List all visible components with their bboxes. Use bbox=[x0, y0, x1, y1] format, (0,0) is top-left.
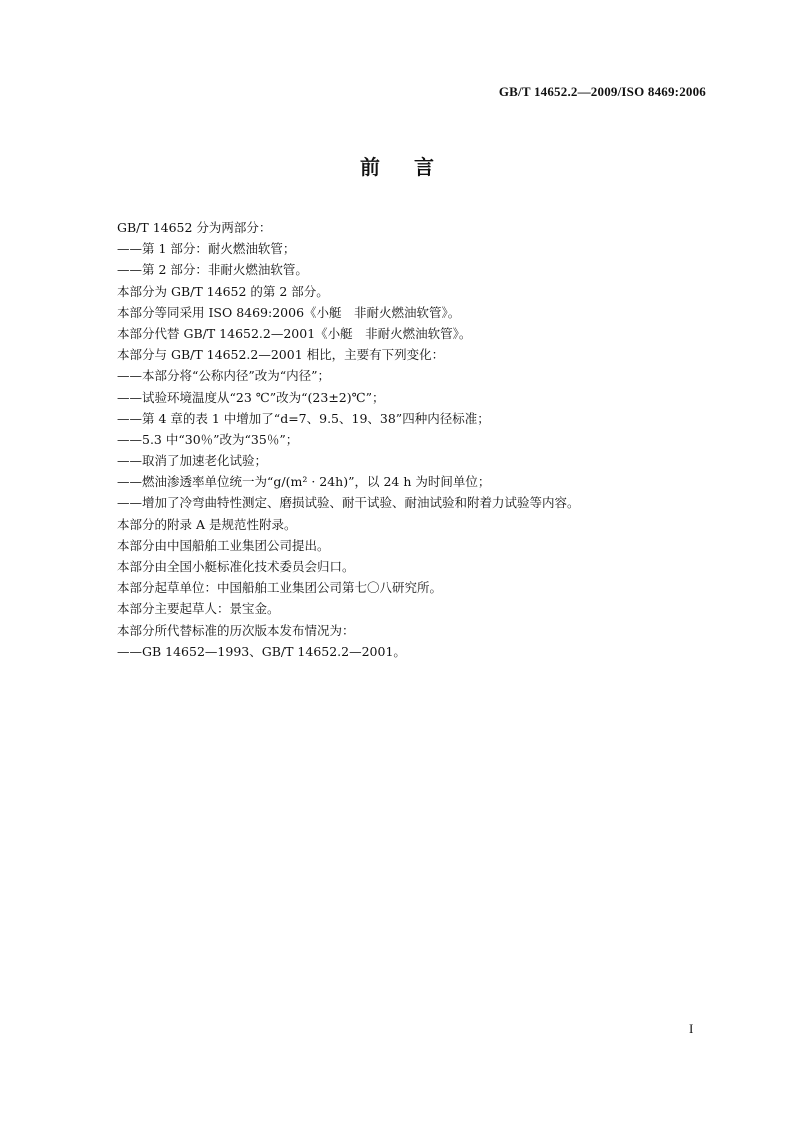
body-line: ——试验环境温度从“23 ℃”改为“(23±2)℃”； bbox=[117, 389, 385, 405]
body-line: 本部分起草单位：中国船舶工业集团公司第七〇八研究所。 bbox=[117, 580, 443, 596]
foreword-body bbox=[117, 217, 717, 662]
body-line: ——取消了加速老化试验； bbox=[117, 453, 268, 469]
body-line: 本部分与 GB/T 14652.2—2001 相比，主要有下列变化： bbox=[117, 347, 445, 363]
body-line: ——第 1 部分：耐火燃油软管； bbox=[117, 241, 296, 257]
body-line: 本部分由全国小艇标准化技术委员会归口。 bbox=[117, 559, 355, 574]
body-line: 本部分的附录 A 是规范性附录。 bbox=[117, 516, 297, 532]
body-line: 本部分为 GB/T 14652 的第 2 部分。 bbox=[117, 283, 329, 299]
page-title: 前言 bbox=[360, 155, 468, 179]
body-line: ——第 4 章的表 1 中增加了“d=7、9.5、19、38”四种内径标准； bbox=[117, 410, 490, 426]
standard-code-header: GB/T 14652.2—2009/ISO 8469:2006 bbox=[498, 84, 706, 99]
body-line: 本部分由中国船舶工业集团公司提出。 bbox=[117, 537, 330, 553]
page-number: I bbox=[689, 1021, 694, 1036]
body-line: ——5.3 中“30％”改为“35％”； bbox=[117, 431, 299, 447]
body-line: 本部分所代替标准的历次版本发布情况为： bbox=[117, 622, 355, 638]
body-line: 本部分代替 GB/T 14652.2—2001《小艇 非耐火燃油软管》。 bbox=[117, 325, 472, 341]
body-line: ——增加了冷弯曲特性测定、磨损试验、耐干试验、耐油试验和附着力试验等内容。 bbox=[117, 495, 580, 511]
body-line: ——GB 14652—1993、GB/T 14652.2—2001。 bbox=[117, 643, 406, 659]
body-line: 本部分等同采用 ISO 8469:2006《小艇 非耐火燃油软管》。 bbox=[117, 304, 461, 320]
body-line: GB/T 14652 分为两部分： bbox=[117, 220, 272, 235]
body-line: ——本部分将“公称内径”改为“内径”； bbox=[117, 368, 331, 384]
body-line: 本部分主要起草人：景宝金。 bbox=[117, 601, 280, 617]
body-line: ——第 2 部分：非耐火燃油软管。 bbox=[117, 262, 308, 278]
body-line: ——燃油渗透率单位统一为“g/(m² · 24h)”，以 24 h 为时间单位； bbox=[117, 474, 491, 490]
